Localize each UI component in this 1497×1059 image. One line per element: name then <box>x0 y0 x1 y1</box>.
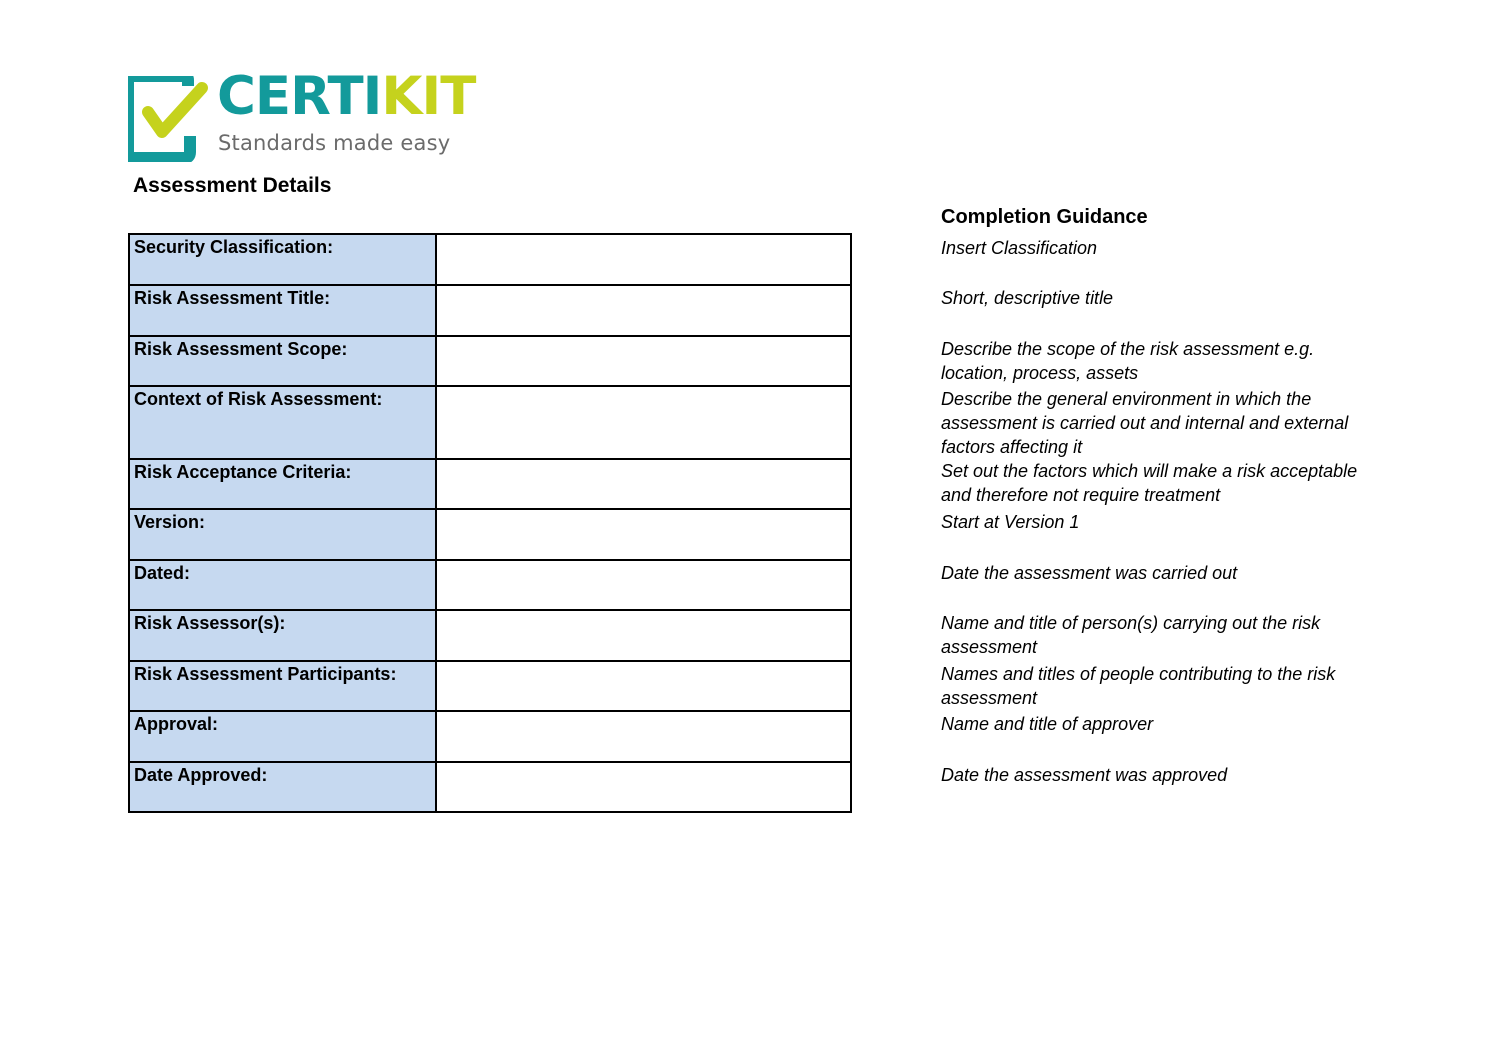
guidance-text: Start at Version 1 <box>941 512 1080 532</box>
row-value-field[interactable] <box>436 509 851 560</box>
row-value-field[interactable] <box>436 234 851 285</box>
row-value-field[interactable] <box>436 336 851 386</box>
row-value-field[interactable] <box>436 386 851 459</box>
row-value-field[interactable] <box>436 459 851 509</box>
checkbox-logo-icon <box>128 76 208 162</box>
guidance-text: Name and title of person(s) carrying out the risk assessment <box>941 613 1321 657</box>
table-row <box>129 610 851 661</box>
table-row <box>129 234 851 285</box>
row-value-field[interactable] <box>436 762 851 812</box>
brand-tagline: Standards made easy <box>218 131 451 155</box>
guidance-title: Completion Guidance <box>941 206 1148 228</box>
guidance-text: Name and title of approver <box>941 714 1154 734</box>
row-label: Approval: <box>129 711 436 762</box>
row-value-field[interactable] <box>436 661 851 711</box>
row-label: Risk Assessment Scope: <box>129 336 436 386</box>
row-value-field[interactable] <box>436 610 851 661</box>
table-row <box>129 285 851 336</box>
guidance-text: Insert Classification <box>941 238 1098 258</box>
row-label: Risk Assessment Title: <box>129 285 436 336</box>
guidance-text: Short, descriptive title <box>941 288 1114 308</box>
guidance-text: Names and titles of people contributing to the risk assessment <box>941 664 1336 708</box>
assessment-details-table <box>128 233 852 813</box>
guidance-text: Date the assessment was approved <box>941 765 1228 785</box>
table-row <box>129 386 851 459</box>
row-label: Security Classification: <box>129 234 436 285</box>
row-value-field[interactable] <box>436 560 851 610</box>
row-label: Risk Assessor(s): <box>129 610 436 661</box>
guidance-text: Date the assessment was carried out <box>941 563 1238 583</box>
page-title: Assessment Details <box>133 174 332 197</box>
guidance-text: Describe the general environment in which the assessment is carried out and internal and external factors affecting it <box>941 389 1349 457</box>
row-value-field[interactable] <box>436 285 851 336</box>
guidance-text: Describe the scope of the risk assessment e.g. location, process, assets <box>941 339 1315 383</box>
certikit-logo <box>128 66 476 162</box>
row-label: Version: <box>129 509 436 560</box>
table-row <box>129 509 851 560</box>
row-value-field[interactable] <box>436 711 851 762</box>
row-label: Dated: <box>129 560 436 610</box>
table-row <box>129 459 851 509</box>
row-label: Context of Risk Assessment: <box>129 386 436 459</box>
brand-part-1: CERTI <box>217 66 382 127</box>
row-label: Risk Assessment Participants: <box>129 661 436 711</box>
table-row <box>129 560 851 610</box>
row-label: Risk Acceptance Criteria: <box>129 459 436 509</box>
brand-part-2: KIT <box>381 66 476 127</box>
guidance-text: Set out the factors which will make a risk acceptable and therefore not require treatment <box>941 461 1358 505</box>
table-row <box>129 762 851 812</box>
table-row <box>129 336 851 386</box>
table-row <box>129 661 851 711</box>
brand-name <box>217 66 476 127</box>
table-row <box>129 711 851 762</box>
row-label: Date Approved: <box>129 762 436 812</box>
